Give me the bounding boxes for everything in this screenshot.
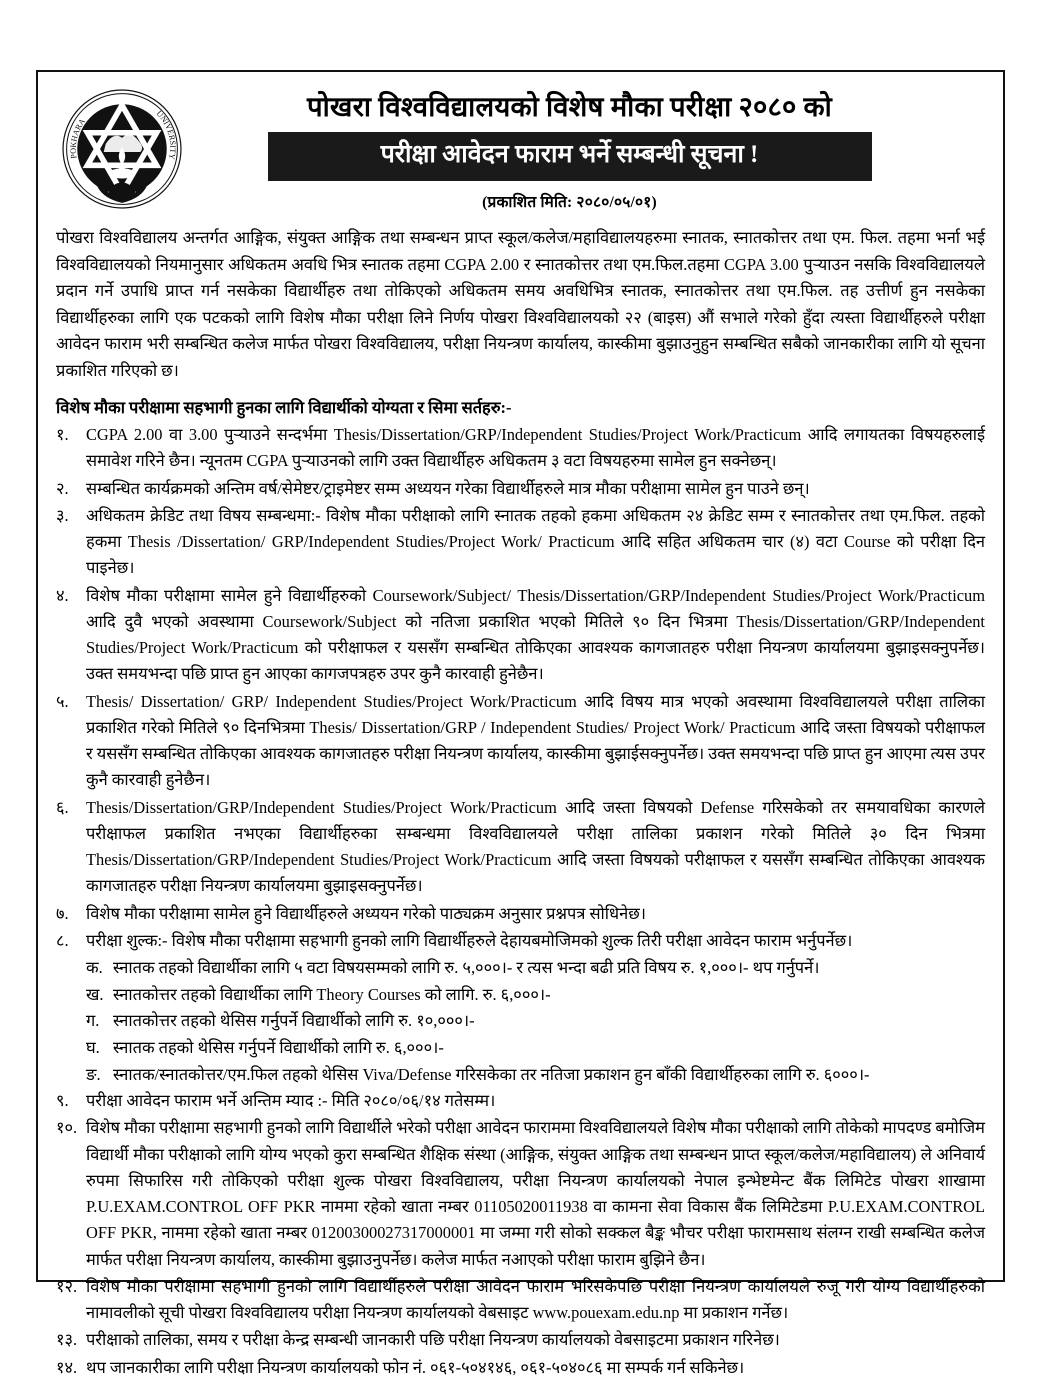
fee-list-item [86,955,985,982]
fee-item-text: स्नातकोत्तर तहको थेसिस गर्नुपर्ने विद्यार्थीको लागि रु. १०,०००।- [113,1011,475,1031]
pokhara-university-emblem-icon [61,88,183,210]
list-item-marker: १३. [56,1330,78,1350]
svg-text:UNIVERSITY: UNIVERSITY [154,108,178,161]
list-item-marker: ७. [56,903,69,923]
list-item-marker: १२. [56,1276,78,1296]
fee-item-text: स्नातक तहको थेसिस गर्नुपर्ने विद्यार्थीको लागि रु. ६,०००।- [113,1037,444,1057]
list-item-marker: २. [56,478,69,498]
fee-item-text: स्नातक तहको विद्यार्थीका लागि ५ वटा विषयसम्मको लागि रु. ५,०००।- र त्यस भन्दा बढी प्रति विषय रु. १,०००।- थप गर्नुपर्ने। [113,958,820,978]
list-item-text: अधिकतम क्रेडिट तथा विषय सम्बन्धमा:- विशेष मौका परीक्षाको लागि स्नातक तहको हकमा अधिकतम २४ क्रेडिट सम्म र स्नातकोत्तर तथा एम.फिल. तहको हकमा Thesis /Dissertation/ GRP/Independent Studies/Project Work/ Practicum आदि सहित अधिकतम चार (४) वटा Course को परीक्षा दिन पाइनेछ। [86,505,985,578]
list-item-marker: १. [56,425,69,445]
list-item-text: Thesis/ Dissertation/ GRP/ Independent Studies/Project Work/Practicum आदि विषय मात्र भएको अवस्थामा विश्वविद्यालयले परीक्षा तालिका प्रकाशित गरेको मितिले ९० दिनभित्रमा Thesis/ Dissertation/GRP / Independent Studies/ Project Work/ Practicum आदि जस्ता विषयको परीक्षाफल र यससँग सम्बन्धित तोकिएका आवश्यक कागजातहरु परीक्षा नियन्त्रण कार्यालय, कास्कीमा बुझाईसक्नुपर्नेछ। उक्त समयभन्दा पछि प्राप्त हुन आएमा त्यस उपर कुनै कारवाही हुनेछैन। [86,691,985,790]
list-item-text: परीक्षा आवेदन फाराम भर्ने अन्तिम म्याद :- मिति २०८०/०६/१४ गतेसम्म। [86,1091,496,1111]
list-item [56,795,985,900]
list-item [56,476,985,502]
fee-item-marker: ग. [86,1011,100,1031]
list-item-text: थप जानकारीका लागि परीक्षा नियन्त्रण कार्यालयको फोन नं. ०६१-५०४१४६, ०६१-५०४०८६ मा सम्पर्क गर्न सकिनेछ। [86,1357,745,1377]
fee-list-item [86,1008,985,1035]
list-item [56,689,985,794]
fee-list-item [86,1035,985,1062]
list-item-text: सम्बन्धित कार्यक्रमको अन्तिम वर्ष/सेमेष्टर/ट्राइमेष्टर सम्म अध्ययन गरेका विद्यार्थीहरुले मात्र मौका परीक्षामा सामेल हुन पाउने छन्। [86,478,810,498]
list-item-marker: ५. [56,691,69,711]
list-item-text: विशेष मौका परीक्षामा सहभागी हुनको लागि विद्यार्थीहरुले परीक्षा आवेदन फाराम भरिसकेपछि परीक्षा नियन्त्रण कार्यालयले रुजू गरी योग्य विद्यार्थीहरुको नामावलीको सूची पोखरा विश्वविद्यालय परीक्षा नियन्त्रण कार्यालयको वेबसाइट www.pouexam.edu.np मा प्रकाशन गर्नेछ। [86,1276,985,1323]
list-item [56,1088,985,1114]
notice-content [38,72,1003,1377]
list-item-text: CGPA 2.00 वा 3.00 पुऱ्याउने सन्दर्भमा Thesis/Dissertation/GRP/Independent Studies/Project Work/Practicum आदि लगायतका विषयहरुलाई समावेश गरिने छैन। न्यूनतम CGPA पुऱ्याउनको लागि उक्त विद्यार्थीहरु अधिकतम ३ वटा विषयहरुमा सामेल हुन सक्नेछन्। [86,425,985,471]
list-item-marker: ६. [56,797,69,817]
list-item-text: विशेष मौका परीक्षामा सामेल हुने विद्यार्थीहरुले अध्ययन गरेको पाठ्यक्रम अनुसार प्रश्नपत्र सोधिनेछ। [86,903,646,923]
notice-border-frame [36,70,1005,1377]
fee-item-marker: घ. [86,1037,100,1057]
list-item-text: विशेष मौका परीक्षामा सहभागी हुनको लागि विद्यार्थीले भरेको परीक्षा आवेदन फाराममा विश्वविद्यालयले विशेष मौका परीक्षाको लागि तोकेको मापदण्ड बमोजिम विद्यार्थी मौका परीक्षाको लागि योग्य भएको कुरा सम्बन्धित शैक्षिक संस्था (आङ्गिक, संयुक्त आङ्गिक तथा सम्बन्धन प्राप्त स्कूल/कलेज/महाविद्यालय) ले अनिवार्य रुपमा सिफारिस गरी तोकिएको परीक्षा शुल्क पोखरा विश्वविद्यालय, परीक्षा नियन्त्रण कार्यालयको नेपाल इन्भेष्टमेन्ट बैंक लिमिटेड पोखरा शाखामा P.U.EXAM.CONTROL OFF PKR नाममा रहेको खाता नम्बर 01105020011938 वा कामना सेवा विकास बैंक लिमिटेडमा P.U.EXAM.CONTROL OFF PKR, नाममा रहेको खाता नम्बर 01200300027317000001 मा जम्मा गरी सोको सक्कल बैङ्क भौचर परीक्षा फारामसाथ संलग्न राखी सम्बन्धित कलेज मार्फत परीक्षा नियन्त्रण कार्यालय, कास्कीमा बुझाउनुपर्नेछ। कलेज मार्फत नआएको परीक्षा फाराम बुझिने छैन। [86,1118,985,1269]
list-item-contact [56,1355,985,1381]
fee-list [86,955,985,1088]
list-item-marker: ४. [56,585,69,605]
list-item-marker: ३. [56,505,69,525]
list-item [56,901,985,927]
fee-item-marker: ङ. [86,1064,101,1084]
list-item [56,503,985,582]
published-date: (प्रकाशित मिति: २०८०/०५/०१) [482,194,657,212]
list-item-text: विशेष मौका परीक्षामा सामेल हुने विद्यार्थीहरुको Coursework/Subject/ Thesis/Dissertation/GRP/Independent Studies/Project Work/Practicum आदि दुवै भएको अवस्थामा Coursework/Subject को नतिजा प्रकाशित भएको मितिले ९० दिन भित्रमा Thesis/Dissertation/GRP/Independent Studies/Project Work/Practicum को परीक्षाफल र यससँग सम्बन्धित तोकिएका आवश्यक कागजातहरु परीक्षा नियन्त्रण कार्यालयमा बुझाइसक्नुपर्नेछ। उक्त समयभन्दा पछि प्राप्त हुन आएका कागजपत्रहरु उपर कुनै कारवाही हुनेछैन। [86,585,985,684]
conditions-list [56,422,985,1381]
fee-list-item [86,982,985,1009]
list-item-marker: १०. [56,1118,78,1138]
header-titles [194,86,985,212]
list-item-text: परीक्षा शुल्क:- विशेष मौका परीक्षामा सहभागी हुनको लागि विद्यार्थीहरुले देहायबमोजिमको शुल्क तिरी परीक्षा आवेदन फाराम भर्नुपर्नेछ। [86,930,853,950]
page-title: पोखरा विश्वविद्यालयको विशेष मौका परीक्षा २०८० को [306,91,833,122]
list-item [56,583,985,688]
list-item [56,422,985,475]
fee-item-marker: ख. [86,984,104,1004]
fee-item-marker: क. [86,958,103,978]
fee-subitems-block [56,955,985,1088]
eligibility-section-heading: विशेष मौका परीक्षामा सहभागी हुनका लागि विद्यार्थीको योग्यता र सिमा सर्तहरु:- [56,397,512,417]
list-item-marker: ८. [56,930,69,950]
list-item-fees [56,928,985,954]
svg-text:POKHARA: POKHARA [68,116,88,160]
intro-paragraph: पोखरा विश्वविद्यालय अन्तर्गत आङ्गिक, संयुक्त आङ्गिक तथा सम्बन्धन प्राप्त स्कूल/कलेज/महाविद्यालयहरुमा स्नातक, स्नातकोत्तर तथा एम. फिल. तहमा भर्ना भई विश्वविद्यालयको नियमानुसार अधिकतम अवधि भित्र स्नातक तहमा CGPA 2.00 र स्नातकोत्तर तथा एम.फिल.तहमा CGPA 3.00 पुऱ्याउन नसकि विश्वविद्यालयले प्रदान गर्ने उपाधि प्राप्त गर्न नसकेका विद्यार्थीहरु तथा तोकिएको अधिकतम समय अवधिभित्र स्नातक, स्नातकोत्तर तथा एम.फिल. तह उत्तीर्ण हुन नसकेका विद्यार्थीहरुका लागि एक पटकको लागि विशेष मौका परीक्षा लिने निर्णय पोखरा विश्वविद्यालयको २२ (बाइस) औं सभाले गरेको हुँदा त्यस्ता विद्यार्थीहरुले परीक्षा आवेदन फाराम भरी सम्बन्धित कलेज मार्फत पोखरा विश्वविद्यालय, परीक्षा नियन्त्रण कार्यालय, कास्कीमा बुझाउनुहुन सम्बन्धित सबैको जानकारीका लागि यो सूचना प्रकाशित गरिएको छ। [56,228,985,381]
fee-item-text: स्नातकोत्तर तहको विद्यार्थीका लागि Theory Courses को लागि. रु. ६,०००।- [113,984,551,1004]
list-item-marker: १४. [56,1357,78,1377]
list-item-text: परीक्षाको तालिका, समय र परीक्षा केन्द्र सम्बन्धी जानकारी पछि परीक्षा नियन्त्रण कार्यालयको वेबसाइटमा प्रकाशन गरिनेछ। [86,1330,780,1350]
list-item-marker: ९. [56,1091,69,1111]
list-item-payment [56,1115,985,1273]
university-logo [56,86,188,210]
fee-item-text: स्नातक/स्नातकोत्तर/एम.फिल तहको थेसिस Viva/Defense गरिसकेका तर नतिजा प्रकाशन हुन बाँकी विद्यार्थीहरुका लागि रु. ६०००।- [113,1064,870,1084]
fee-list-item [86,1062,985,1089]
list-item-text: Thesis/Dissertation/GRP/Independent Studies/Project Work/Practicum आदि जस्ता विषयको Defense गरिसकेको तर समयावधिका कारणले परीक्षाफल प्रकाशित नभएका विद्यार्थीहरुका सम्बन्धमा विश्वविद्यालयले परीक्षा तालिका प्रकाशन गरेको मितिले ३० दिन भित्रमा Thesis/Dissertation/GRP/Independent Studies/Project Work/Practicum आदि जस्ता विषयको परीक्षाफल र यससँग सम्बन्धित तोकिएका आवश्यक कागजातहरु परीक्षा नियन्त्रण कार्यालयमा बुझाइसक्नुपर्नेछ। [86,797,985,896]
notice-header [56,86,985,214]
list-item-website [56,1274,985,1327]
notice-banner-title: परीक्षा आवेदन फाराम भर्ने सम्बन्धी सूचना ! [268,132,872,181]
